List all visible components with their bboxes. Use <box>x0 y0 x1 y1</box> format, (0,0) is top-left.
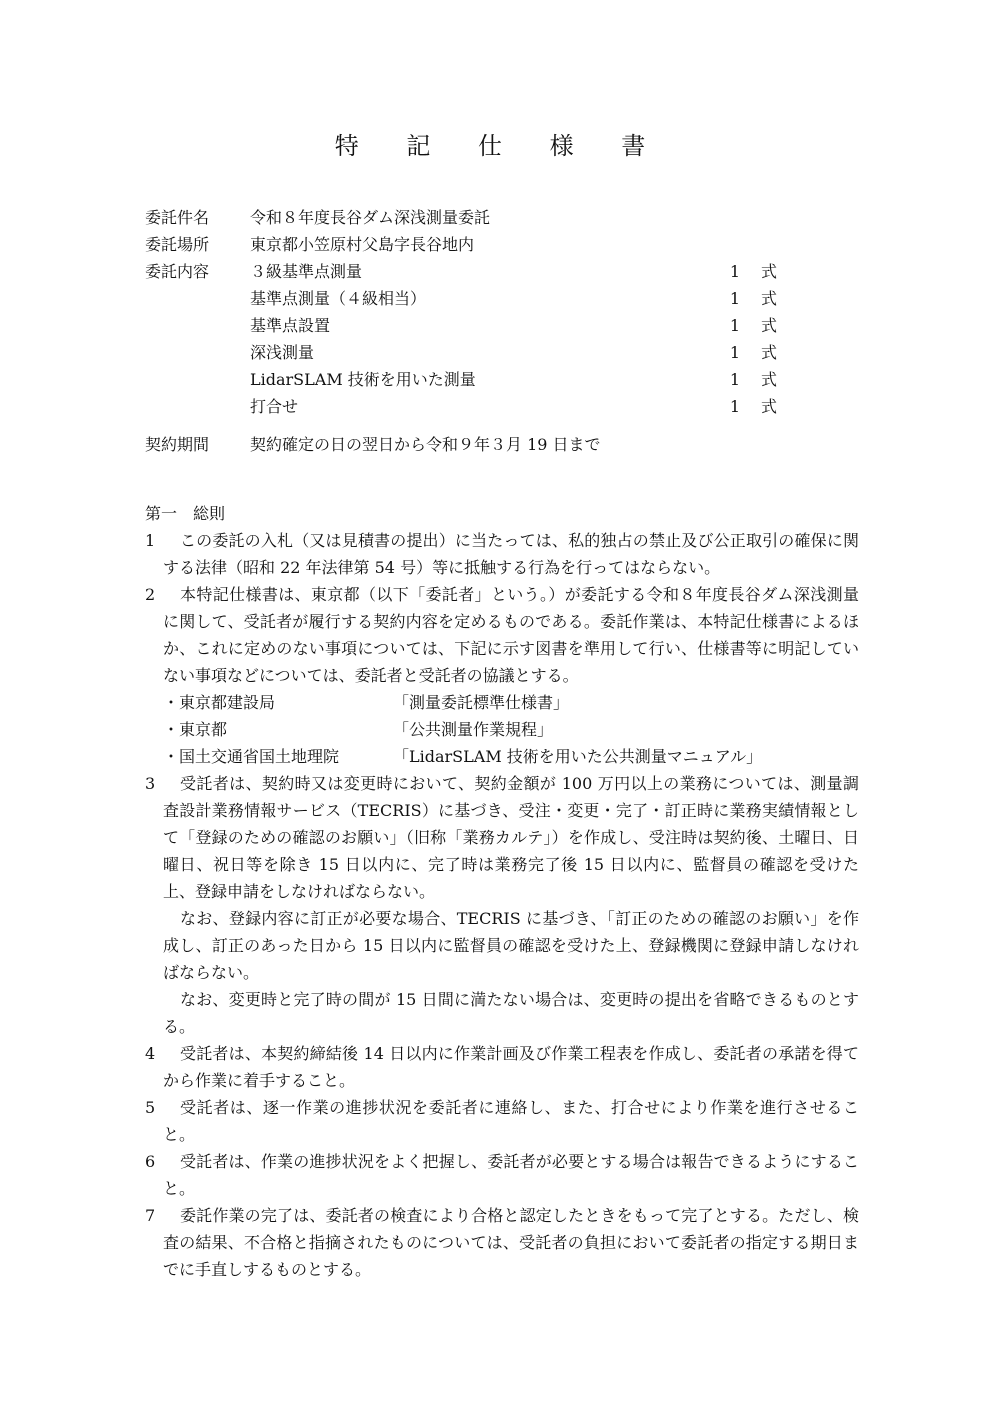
clause-number: 7 <box>145 1206 156 1225</box>
general-provisions <box>145 500 859 1283</box>
clause-text: 受託者は、本契約締結後 14 日以内に作業計画及び作業工程表を作成し、委託者の承諾を得てから作業に着手すること。 <box>163 1044 859 1090</box>
clause-number: 3 <box>145 774 156 793</box>
contract-period-value: 契約確定の日の翌日から令和９年３月 19 日まで <box>250 435 601 454</box>
content-item-row <box>145 339 795 366</box>
clause-text: 受託者は、作業の進捗状況をよく把握し、委託者が必要とする場合は報告できるようにすること。 <box>163 1152 859 1198</box>
content-item-unit: 式 <box>761 343 778 362</box>
contract-place-row <box>145 231 795 258</box>
reference-row <box>145 716 859 743</box>
content-item-unit: 式 <box>761 289 778 308</box>
content-item-name: 深浅測量 <box>250 343 315 362</box>
reference-org: ・東京都建設局 <box>163 693 276 712</box>
contract-place-value: 東京都小笠原村父島字長谷地内 <box>250 235 475 254</box>
content-item-row <box>145 258 795 285</box>
content-item-name: LidarSLAM 技術を用いた測量 <box>250 370 476 389</box>
clause-number: 1 <box>145 531 156 550</box>
reference-org: ・国土交通省国土地理院 <box>163 747 340 766</box>
content-item-unit: 式 <box>761 370 778 389</box>
reference-doc: 「LidarSLAM 技術を用いた公共測量マニュアル」 <box>393 747 763 766</box>
clause-item <box>145 527 859 581</box>
clause-item <box>145 1040 859 1094</box>
contract-summary <box>145 204 795 420</box>
content-item-name: 基準点設置 <box>250 316 331 335</box>
reference-row <box>145 743 859 770</box>
clause-text: 受託者は、契約時又は変更時において、契約金額が 100 万円以上の業務については、測量調査設計業務情報サービス（TECRIS）に基づき、受注・変更・完了・訂正時に業務実績情報として「登録のための確認のお願い」（旧称「業務カルテ」）を作成し、受注時は契約後、土曜日、日曜日、祝日等を除き 15 日以内に、完了時は業務完了後 15 日以内に、監督員の確認を受けた上、登録申請をしなければならない。 <box>163 774 859 901</box>
contract-content-label: 委託内容 <box>145 262 210 281</box>
clause-item <box>145 1202 859 1283</box>
clause-number: 2 <box>145 585 156 604</box>
content-item-row <box>145 285 795 312</box>
contract-name-label: 委託件名 <box>145 208 210 227</box>
clause-number: 4 <box>145 1044 156 1063</box>
clause-paragraph: なお、登録内容に訂正が必要な場合、TECRIS に基づき、「訂正のための確認のお願い」を作成し、訂正のあった日から 15 日以内に監督員の確認を受けた上、登録機関に登録申請しなければならない。 <box>163 909 859 982</box>
reference-row <box>145 689 859 716</box>
clause-item <box>145 1148 859 1202</box>
clause-item <box>145 1094 859 1148</box>
content-item-row <box>145 393 795 420</box>
clause-text: 受託者は、逐一作業の進捗状況を委託者に連絡し、また、打合せにより作業を進行させること。 <box>163 1098 859 1144</box>
clause-paragraph: なお、変更時と完了時の間が 15 日間に満たない場合は、変更時の提出を省略できるものとする。 <box>163 990 859 1036</box>
clause-item <box>145 581 859 689</box>
content-item-qty: 1 <box>729 316 740 335</box>
reference-org: ・東京都 <box>163 720 228 739</box>
content-item-name: 基準点測量（４級相当） <box>250 289 427 308</box>
content-item-qty: 1 <box>729 289 740 308</box>
content-item-row <box>145 366 795 393</box>
clause-text: この委託の入札（又は見積書の提出）に当たっては、私的独占の禁止及び公正取引の確保に関する法律（昭和 22 年法律第 54 号）等に抵触する行為を行ってはならない。 <box>163 531 859 577</box>
content-item-name: 打合せ <box>250 397 299 416</box>
content-item-qty: 1 <box>729 343 740 362</box>
section-title: 第一 総則 <box>145 504 226 523</box>
clause-text: 本特記仕様書は、東京都（以下「委託者」という。）が委託する令和８年度長谷ダム深浅測量に関して、受託者が履行する契約内容を定めるものである。委託作業は、本特記仕様書によるほか、これに定めのない事項については、下記に示す図書を準用して行い、仕様書等に明記していない事項などについては、委託者と受託者の協議とする。 <box>163 585 859 685</box>
clause-number: 5 <box>145 1098 156 1117</box>
content-item-name: ３級基準点測量 <box>250 262 363 281</box>
contract-name-row <box>145 204 795 231</box>
content-item-unit: 式 <box>761 397 778 416</box>
clause-item <box>145 770 859 1040</box>
contract-period-label: 契約期間 <box>145 435 210 454</box>
contract-name-value: 令和８年度長谷ダム深浅測量委託 <box>250 208 491 227</box>
contract-place-label: 委託場所 <box>145 235 210 254</box>
document-title: 特 記 仕 様 書 <box>334 132 666 160</box>
reference-doc: 「公共測量作業規程」 <box>393 720 554 739</box>
content-item-row <box>145 312 795 339</box>
content-item-qty: 1 <box>729 262 740 281</box>
content-item-qty: 1 <box>729 397 740 416</box>
content-item-unit: 式 <box>761 262 778 281</box>
reference-doc: 「測量委託標準仕様書」 <box>393 693 570 712</box>
clause-number: 6 <box>145 1152 156 1171</box>
content-item-unit: 式 <box>761 316 778 335</box>
content-item-qty: 1 <box>729 370 740 389</box>
clause-text: 委託作業の完了は、委託者の検査により合格と認定したときをもって完了とする。ただし、検査の結果、不合格と指摘されたものについては、受託者の負担において委託者の指定する期日までに手直しするものとする。 <box>163 1206 859 1279</box>
